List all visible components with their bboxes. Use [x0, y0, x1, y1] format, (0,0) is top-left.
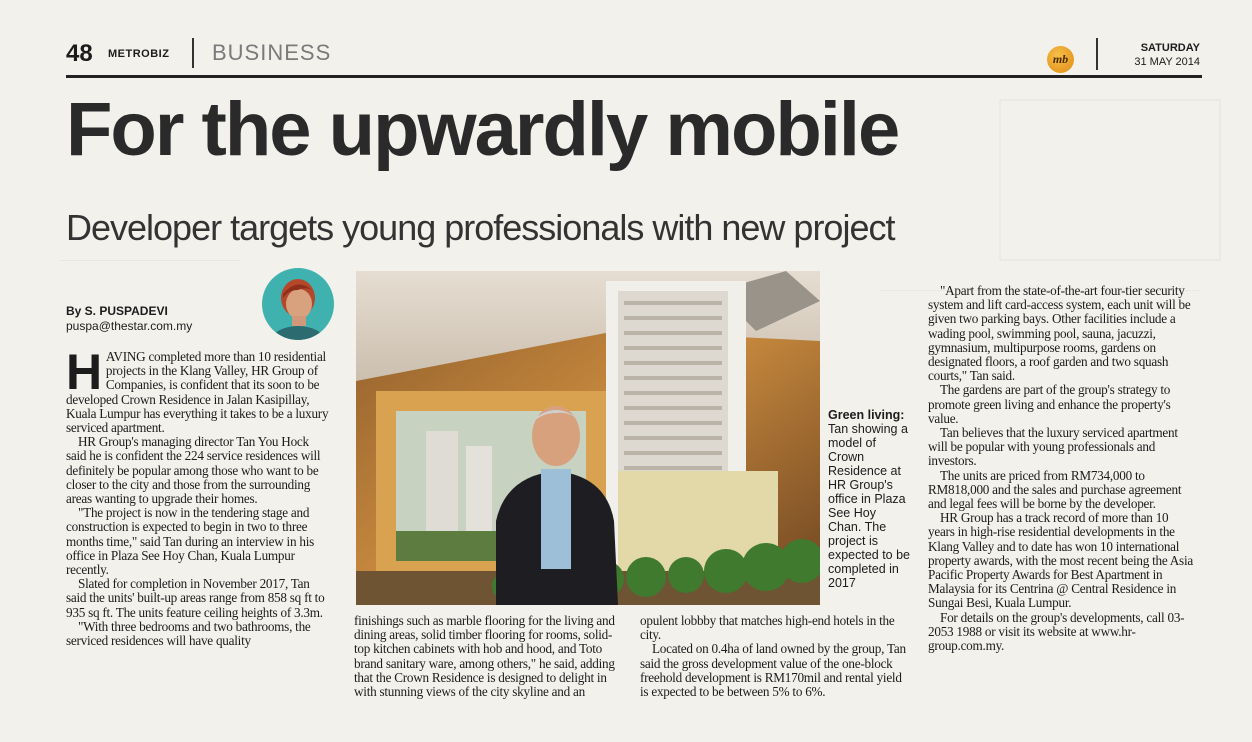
- paragraph: "The project is now in the tendering stage and construction is expected to begin in two to three months time," said Tan during an interview in his office in Plaza See Hoy Chan, Kuala Lumpur recently.: [66, 505, 314, 578]
- subheadline: Developer targets young professionals with new project: [66, 207, 895, 248]
- paragraph: finishings such as marble flooring for the living and dining areas, solid timber flooring for rooms, solid-top kitchen cabinets with hob and hood, and Toto brand sanitary ware, among others," he said, adding that the Crown Residence is designed to delight in with stunning views of the city skyline and an: [354, 613, 615, 700]
- paragraph: "With three bedrooms and two bathrooms, the serviced residences will have quality: [66, 618, 311, 649]
- paragraph: The units are priced from RM734,000 to RM818,000 and the sales and purchase agreement and legal fees will be borne by the developer.: [928, 467, 1182, 512]
- paragraph: Tan believes that the luxury serviced apartment will be popular with young professionals and investors.: [928, 425, 1178, 469]
- issue-date: 31 MAY 2014: [1134, 56, 1200, 68]
- article-photo: [356, 271, 820, 605]
- paragraph: HR Group's managing director Tan You Hock said he is confident the 224 service residences will definitely be popular among those who want to be closer to the city and those from the surrounding areas wanting to upgrade their homes.: [66, 434, 321, 507]
- paragraph: For details on the group's developments, call 03-2053 1988 or visit its website at www.hr-group.com.my.: [928, 609, 1185, 654]
- category-name: BUSINESS: [212, 40, 332, 65]
- paragraph: HAVING completed more than 10 residential projects in the Klang Valley, HR Group of Companies, is confident that its soon to be developed Crown Residence in Jalan Kasipillay, Kuala Lumpur has everything it takes to be a luxury serviced apartment.: [66, 344, 329, 436]
- header-rule: [66, 75, 1202, 78]
- paragraph: The gardens are part of the group's strategy to promote green living and enhance the property's value.: [928, 382, 1171, 426]
- paragraph: "Apart from the state-of-the-art four-tier security system and lift card-access system, each unit will be given two parking bays. Other facilities include a wading pool, swimming pool, sauna, jacuzzi, gymnasium, multipurpose rooms, gardens on designated floors, a roof garden and two squash courts," Tan said.: [928, 283, 1191, 384]
- byline: By S. PUSPADEVI: [66, 304, 168, 318]
- header-divider: [192, 38, 194, 68]
- metrobiz-logo: mb: [1047, 46, 1074, 73]
- article-column-1: [66, 344, 330, 649]
- paragraph: HR Group has a track record of more than 10 years in high-rise residential developments in the Klang Valley and to date has won 10 international property awards, with the most recent being the Asia Pacific Property Awards for Best Apartment in Malaysia for its Centrina @ Central Residence in Sungai Besi, Kuala Lumpur.: [928, 510, 1193, 611]
- author-mugshot: [262, 268, 334, 340]
- photo-caption: [828, 408, 910, 590]
- page-number: 48: [66, 40, 93, 67]
- author-email: puspa@thestar.com.my: [66, 319, 193, 333]
- caption-body: Tan showing a model of Crown Residence at HR Group's office in Plaza See Hoy Chan. The project is expected to be completed in 2017: [828, 422, 911, 590]
- headline: For the upwardly mobile: [66, 87, 899, 172]
- header-divider-right: [1096, 38, 1098, 70]
- dropcap: H: [66, 344, 102, 400]
- article-column-2: [354, 614, 624, 699]
- caption-head: Green living:: [828, 408, 905, 422]
- paragraph: Slated for completion in November 2017, Tan said the units' built-up areas range from 858 sq ft to 935 sq ft. The units feature ceiling heights of 3.3m.: [66, 576, 325, 620]
- article-column-4: [928, 284, 1196, 653]
- paragraph: Located on 0.4ha of land owned by the group, Tan said the gross development value of the one-block freehold development is RM170mil and rental yield is expected to be between 5% to 6%.: [640, 641, 906, 700]
- issue-day: SATURDAY: [1140, 42, 1200, 54]
- article-column-3: [640, 614, 910, 699]
- paragraph: opulent lobbby that matches high-end hotels in the city.: [640, 613, 895, 643]
- section-name: METROBIZ: [108, 48, 170, 60]
